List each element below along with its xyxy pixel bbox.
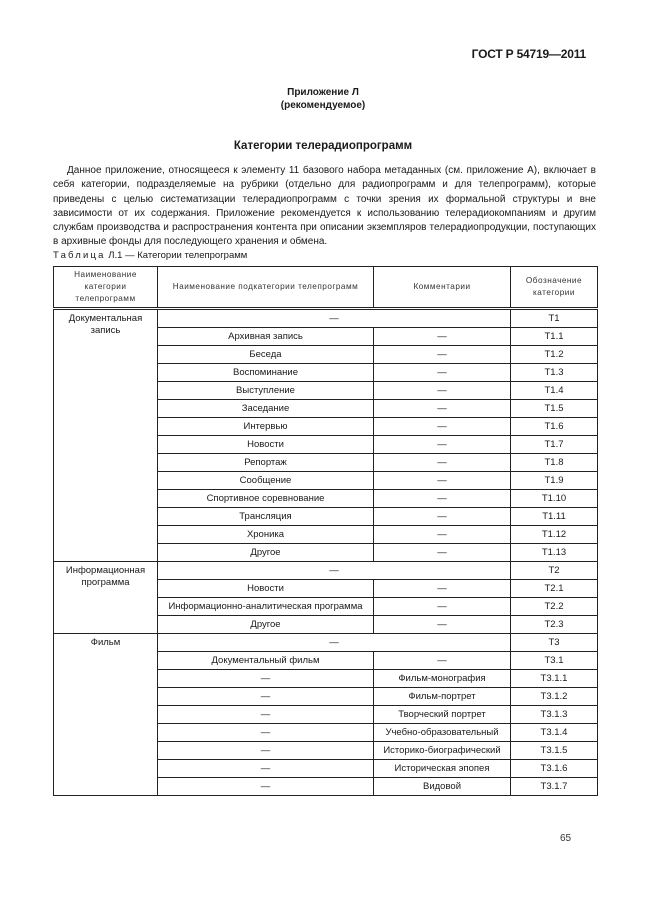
comment-cell: — <box>374 598 511 616</box>
subcategory-cell: — <box>158 688 374 706</box>
code-cell: T1.10 <box>511 490 598 508</box>
subcategory-cell: Архивная запись <box>158 328 374 346</box>
table-caption <box>53 250 247 261</box>
comment-cell: — <box>374 346 511 364</box>
comment-cell: — <box>374 364 511 382</box>
category-name: Информационная программа <box>54 562 158 634</box>
subcategory-cell: Беседа <box>158 346 374 364</box>
categories-table <box>53 266 598 796</box>
category-subcategory-dash: — <box>158 309 511 328</box>
appendix-heading <box>0 86 646 112</box>
subcategory-cell: Информационно-аналитическая программа <box>158 598 374 616</box>
code-cell: T3.1.7 <box>511 778 598 796</box>
code-cell: T3.1.5 <box>511 742 598 760</box>
comment-cell: — <box>374 400 511 418</box>
code-cell: T1.9 <box>511 472 598 490</box>
code-cell: T3.1.4 <box>511 724 598 742</box>
comment-cell: — <box>374 652 511 670</box>
comment-cell: — <box>374 418 511 436</box>
subcategory-cell: Документальный фильм <box>158 652 374 670</box>
subcategory-cell: — <box>158 724 374 742</box>
code-cell: T2.3 <box>511 616 598 634</box>
code-cell: T1.4 <box>511 382 598 400</box>
code-cell: T1.1 <box>511 328 598 346</box>
column-header-code: Обозначение категории <box>511 267 598 309</box>
code-cell: T1.8 <box>511 454 598 472</box>
code-cell: T3.1.3 <box>511 706 598 724</box>
subcategory-cell: Спортивное соревнование <box>158 490 374 508</box>
subcategory-cell: Хроника <box>158 526 374 544</box>
comment-cell: — <box>374 616 511 634</box>
code-cell: T1.2 <box>511 346 598 364</box>
code-cell: T1.6 <box>511 418 598 436</box>
column-header-category: Наименование категории телепрограмм <box>54 267 158 309</box>
appendix-subtitle: (рекомендуемое) <box>280 100 366 111</box>
subcategory-cell: Новости <box>158 436 374 454</box>
comment-cell: — <box>374 328 511 346</box>
code-cell: T1.5 <box>511 400 598 418</box>
category-name: Фильм <box>54 634 158 796</box>
code-cell: T3.1.6 <box>511 760 598 778</box>
comment-cell: Творческий портрет <box>374 706 511 724</box>
subcategory-cell: Другое <box>158 616 374 634</box>
code-cell: T3.1 <box>511 652 598 670</box>
comment-cell: — <box>374 544 511 562</box>
code-cell: T1.12 <box>511 526 598 544</box>
subcategory-cell: Интервью <box>158 418 374 436</box>
code-cell: T2.2 <box>511 598 598 616</box>
comment-cell: Видовой <box>374 778 511 796</box>
table-caption-text: Л.1 — Категории телепрограмм <box>105 250 248 261</box>
subcategory-cell: Другое <box>158 544 374 562</box>
comment-cell: Фильм-портрет <box>374 688 511 706</box>
comment-cell: Фильм-монография <box>374 670 511 688</box>
comment-cell: — <box>374 490 511 508</box>
comment-cell: — <box>374 526 511 544</box>
category-code: T2 <box>511 562 598 580</box>
subcategory-cell: — <box>158 706 374 724</box>
comment-cell: Историческая эпопея <box>374 760 511 778</box>
standard-number: ГОСТ Р 54719—2011 <box>471 47 586 61</box>
code-cell: T2.1 <box>511 580 598 598</box>
code-cell: T1.13 <box>511 544 598 562</box>
comment-cell: — <box>374 580 511 598</box>
code-cell: T1.11 <box>511 508 598 526</box>
subcategory-cell: Заседание <box>158 400 374 418</box>
category-subcategory-dash: — <box>158 562 511 580</box>
section-title: Категории телерадиопрограмм <box>233 140 413 152</box>
page-number: 65 <box>560 833 572 844</box>
comment-cell: Историко-биографический <box>374 742 511 760</box>
comment-cell: — <box>374 436 511 454</box>
table-row-category <box>54 309 598 328</box>
table-row-category <box>54 562 598 580</box>
subcategory-cell: — <box>158 742 374 760</box>
subcategory-cell: — <box>158 670 374 688</box>
category-code: T1 <box>511 309 598 328</box>
table-caption-prefix: Таблица <box>53 250 106 261</box>
comment-cell: — <box>374 508 511 526</box>
category-code: T3 <box>511 634 598 652</box>
subcategory-cell: Репортаж <box>158 454 374 472</box>
table-body <box>54 309 598 796</box>
subcategory-cell: — <box>158 778 374 796</box>
comment-cell: — <box>374 472 511 490</box>
intro-text: Данное приложение, относящееся к элементу 11 базового набора метаданных (см. приложение А), включает в себя категории, подразделяемые на рубрики (отдельно для радиопрограмм и для телепрограмм), которые приведены с целью систематизации телерадиопрограмм с точки зрения их формальной структуры и вне зависимости от их содержания. Приложение рекомендуется к использованию телерадиокомпаниям и другим службам производства и распространения контента при описании экземпляров телерадиопродукции, поступающих в архивные фонды для последующего хранения и обмена. <box>53 165 596 248</box>
comment-cell: Учебно-образовательный <box>374 724 511 742</box>
subcategory-cell: Воспоминание <box>158 364 374 382</box>
subcategory-cell: Трансляция <box>158 508 374 526</box>
subcategory-cell: Новости <box>158 580 374 598</box>
subcategory-cell: — <box>158 760 374 778</box>
table-header-row <box>54 267 598 309</box>
intro-paragraph <box>53 164 596 250</box>
code-cell: T1.7 <box>511 436 598 454</box>
table-row-category <box>54 634 598 652</box>
category-subcategory-dash: — <box>158 634 511 652</box>
code-cell: T3.1.1 <box>511 670 598 688</box>
subcategory-cell: Сообщение <box>158 472 374 490</box>
column-header-comments: Комментарии <box>374 267 511 309</box>
category-name: Документальная запись <box>54 309 158 562</box>
comment-cell: — <box>374 382 511 400</box>
comment-cell: — <box>374 454 511 472</box>
subcategory-cell: Выступление <box>158 382 374 400</box>
code-cell: T3.1.2 <box>511 688 598 706</box>
column-header-subcategory: Наименование подкатегории телепрограмм <box>158 267 374 309</box>
code-cell: T1.3 <box>511 364 598 382</box>
appendix-title: Приложение Л <box>287 87 359 98</box>
